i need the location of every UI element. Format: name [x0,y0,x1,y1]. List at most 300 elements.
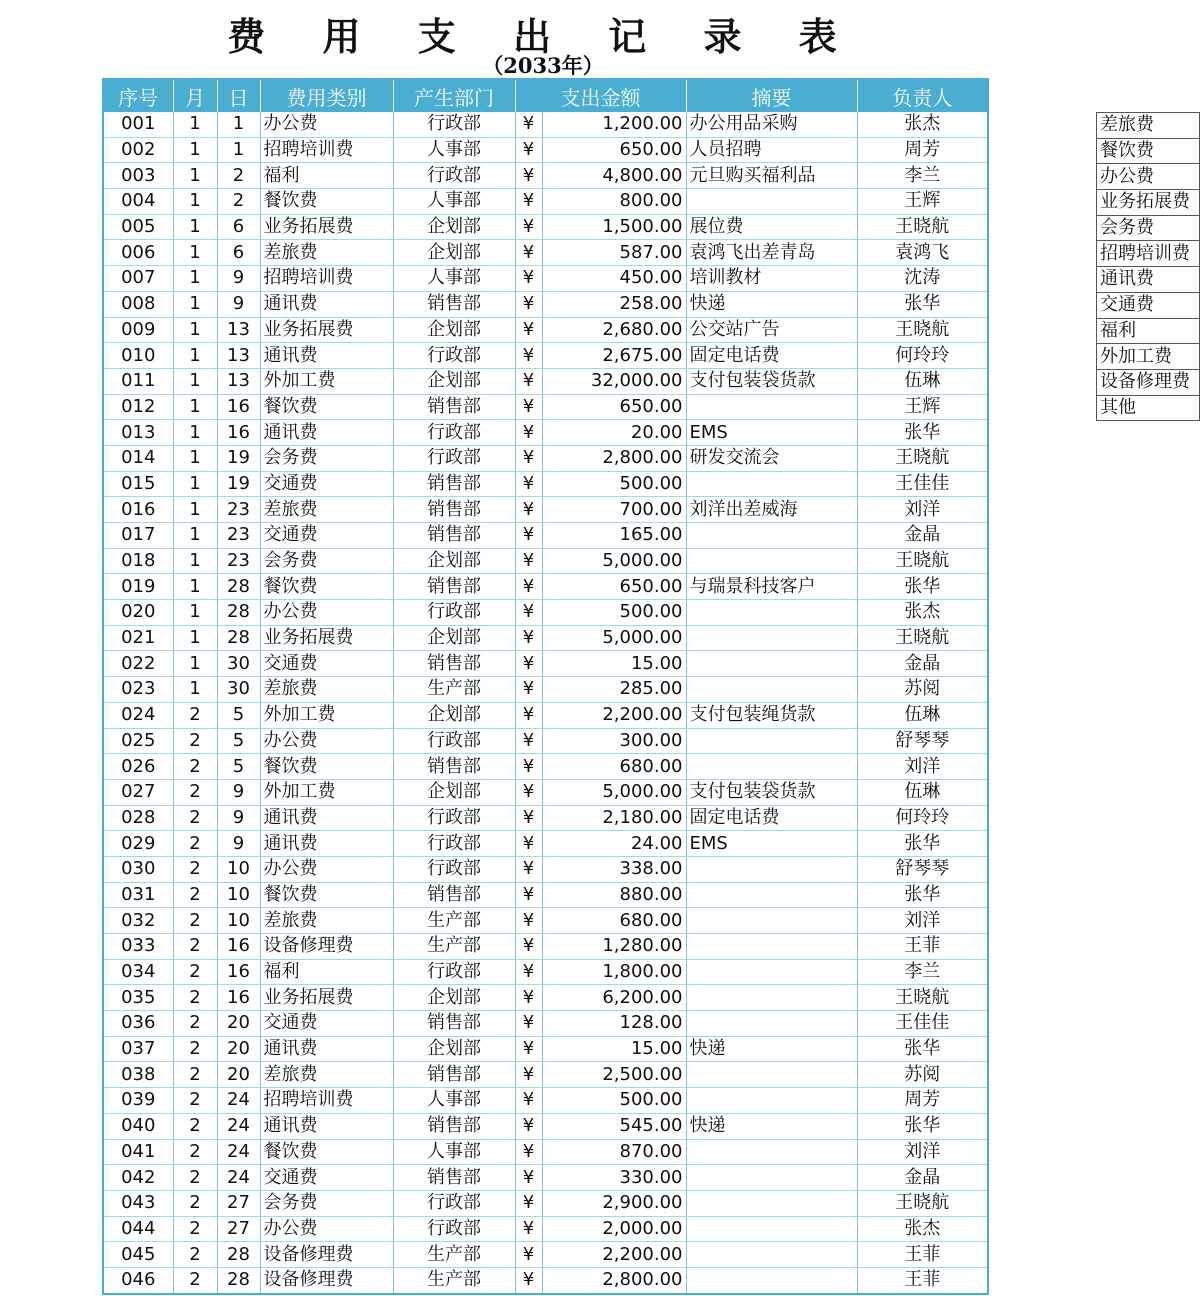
cell-category[interactable]: 交通费 [260,471,393,497]
cell-month[interactable]: 1 [173,523,217,549]
cell-summary[interactable] [686,394,857,420]
cell-amount[interactable]: 1,500.00 [542,214,686,240]
cell-summary[interactable]: EMS [686,831,857,857]
category-cell[interactable]: 招聘培训费 [1097,241,1200,267]
header-summary[interactable]: 摘要 [686,79,857,112]
cell-department[interactable]: 销售部 [393,497,515,523]
cell-currency[interactable]: ¥ [515,523,542,549]
cell-amount[interactable]: 128.00 [542,1011,686,1037]
cell-category[interactable]: 餐饮费 [260,882,393,908]
cell-day[interactable]: 24 [217,1139,260,1165]
cell-summary[interactable] [686,625,857,651]
cell-seq[interactable]: 019 [103,574,173,600]
cell-category[interactable]: 招聘培训费 [260,266,393,292]
cell-day[interactable]: 13 [217,317,260,343]
cell-month[interactable]: 1 [173,266,217,292]
cell-owner[interactable]: 王晓航 [857,1190,988,1216]
cell-amount[interactable]: 650.00 [542,394,686,420]
cell-category[interactable]: 会务费 [260,1190,393,1216]
cell-seq[interactable]: 036 [103,1011,173,1037]
cell-owner[interactable]: 王晓航 [857,445,988,471]
cell-day[interactable]: 9 [217,805,260,831]
cell-amount[interactable]: 285.00 [542,677,686,703]
cell-category[interactable]: 办公费 [260,1216,393,1242]
cell-day[interactable]: 16 [217,420,260,446]
cell-seq[interactable]: 024 [103,702,173,728]
cell-seq[interactable]: 022 [103,651,173,677]
cell-department[interactable]: 生产部 [393,677,515,703]
cell-department[interactable]: 销售部 [393,1011,515,1037]
cell-day[interactable]: 28 [217,600,260,626]
cell-month[interactable]: 2 [173,959,217,985]
cell-owner[interactable]: 伍琳 [857,779,988,805]
cell-seq[interactable]: 004 [103,189,173,215]
cell-currency[interactable]: ¥ [515,1113,542,1139]
cell-owner[interactable]: 王晓航 [857,548,988,574]
cell-summary[interactable] [686,1242,857,1268]
cell-day[interactable]: 28 [217,625,260,651]
cell-amount[interactable]: 450.00 [542,266,686,292]
cell-owner[interactable]: 张华 [857,1113,988,1139]
cell-summary[interactable] [686,677,857,703]
cell-owner[interactable]: 王晓航 [857,214,988,240]
cell-category[interactable]: 交通费 [260,1165,393,1191]
cell-department[interactable]: 生产部 [393,908,515,934]
cell-seq[interactable]: 031 [103,882,173,908]
cell-owner[interactable]: 刘洋 [857,908,988,934]
cell-seq[interactable]: 028 [103,805,173,831]
category-cell[interactable]: 办公费 [1097,164,1200,190]
cell-amount[interactable]: 15.00 [542,1036,686,1062]
cell-day[interactable]: 6 [217,240,260,266]
cell-owner[interactable]: 何玲玲 [857,805,988,831]
cell-department[interactable]: 销售部 [393,1113,515,1139]
cell-currency[interactable]: ¥ [515,1011,542,1037]
cell-summary[interactable]: 支付包装绳货款 [686,702,857,728]
cell-currency[interactable]: ¥ [515,1088,542,1114]
cell-department[interactable]: 企划部 [393,702,515,728]
cell-department[interactable]: 销售部 [393,1165,515,1191]
cell-department[interactable]: 企划部 [393,1036,515,1062]
cell-seq[interactable]: 040 [103,1113,173,1139]
cell-summary[interactable] [686,1165,857,1191]
cell-summary[interactable] [686,959,857,985]
cell-day[interactable]: 10 [217,908,260,934]
cell-amount[interactable]: 300.00 [542,728,686,754]
cell-amount[interactable]: 24.00 [542,831,686,857]
cell-seq[interactable]: 010 [103,343,173,369]
cell-summary[interactable] [686,754,857,780]
cell-summary[interactable] [686,1062,857,1088]
cell-month[interactable]: 2 [173,1088,217,1114]
cell-summary[interactable] [686,1216,857,1242]
cell-currency[interactable]: ¥ [515,856,542,882]
cell-amount[interactable]: 1,280.00 [542,934,686,960]
cell-owner[interactable]: 张华 [857,831,988,857]
cell-month[interactable]: 1 [173,368,217,394]
cell-amount[interactable]: 800.00 [542,189,686,215]
cell-day[interactable]: 9 [217,831,260,857]
cell-summary[interactable]: 培训教材 [686,266,857,292]
cell-month[interactable]: 2 [173,702,217,728]
cell-month[interactable]: 2 [173,728,217,754]
cell-seq[interactable]: 027 [103,779,173,805]
cell-amount[interactable]: 20.00 [542,420,686,446]
cell-amount[interactable]: 880.00 [542,882,686,908]
cell-day[interactable]: 16 [217,394,260,420]
header-owner[interactable]: 负责人 [857,79,988,112]
cell-month[interactable]: 2 [173,985,217,1011]
cell-amount[interactable]: 2,200.00 [542,1242,686,1268]
cell-seq[interactable]: 008 [103,291,173,317]
cell-day[interactable]: 10 [217,856,260,882]
cell-category[interactable]: 差旅费 [260,1062,393,1088]
cell-day[interactable]: 28 [217,1242,260,1268]
cell-owner[interactable]: 王晓航 [857,625,988,651]
cell-department[interactable]: 企划部 [393,985,515,1011]
cell-department[interactable]: 企划部 [393,779,515,805]
cell-currency[interactable]: ¥ [515,805,542,831]
cell-day[interactable]: 16 [217,934,260,960]
cell-category[interactable]: 设备修理费 [260,1267,393,1293]
cell-currency[interactable]: ¥ [515,497,542,523]
cell-summary[interactable] [686,1011,857,1037]
cell-owner[interactable]: 张杰 [857,1216,988,1242]
cell-day[interactable]: 23 [217,548,260,574]
cell-day[interactable]: 19 [217,445,260,471]
cell-owner[interactable]: 何玲玲 [857,343,988,369]
cell-department[interactable]: 生产部 [393,1267,515,1293]
cell-currency[interactable]: ¥ [515,1216,542,1242]
cell-department[interactable]: 生产部 [393,1242,515,1268]
cell-department[interactable]: 生产部 [393,934,515,960]
cell-month[interactable]: 2 [173,805,217,831]
cell-day[interactable]: 13 [217,368,260,394]
cell-month[interactable]: 1 [173,317,217,343]
cell-category[interactable]: 福利 [260,959,393,985]
cell-seq[interactable]: 017 [103,523,173,549]
cell-month[interactable]: 1 [173,137,217,163]
cell-seq[interactable]: 020 [103,600,173,626]
cell-department[interactable]: 人事部 [393,266,515,292]
cell-category[interactable]: 差旅费 [260,677,393,703]
cell-day[interactable]: 24 [217,1088,260,1114]
cell-month[interactable]: 2 [173,1165,217,1191]
cell-seq[interactable]: 037 [103,1036,173,1062]
cell-department[interactable]: 人事部 [393,1088,515,1114]
cell-category[interactable]: 办公费 [260,728,393,754]
cell-amount[interactable]: 1,800.00 [542,959,686,985]
cell-currency[interactable]: ¥ [515,1190,542,1216]
cell-currency[interactable]: ¥ [515,368,542,394]
cell-currency[interactable]: ¥ [515,651,542,677]
cell-seq[interactable]: 041 [103,1139,173,1165]
cell-day[interactable]: 19 [217,471,260,497]
category-cell[interactable]: 交通费 [1097,292,1200,318]
cell-seq[interactable]: 015 [103,471,173,497]
cell-amount[interactable]: 1,200.00 [542,112,686,137]
cell-owner[interactable]: 张华 [857,291,988,317]
cell-amount[interactable]: 650.00 [542,574,686,600]
cell-category[interactable]: 交通费 [260,1011,393,1037]
cell-seq[interactable]: 025 [103,728,173,754]
cell-department[interactable]: 企划部 [393,214,515,240]
cell-month[interactable]: 1 [173,189,217,215]
cell-department[interactable]: 行政部 [393,600,515,626]
cell-amount[interactable]: 5,000.00 [542,779,686,805]
cell-category[interactable]: 交通费 [260,651,393,677]
cell-summary[interactable] [686,1190,857,1216]
cell-category[interactable]: 业务拓展费 [260,317,393,343]
cell-department[interactable]: 行政部 [393,420,515,446]
cell-owner[interactable]: 王佳佳 [857,471,988,497]
cell-category[interactable]: 设备修理费 [260,934,393,960]
cell-day[interactable]: 5 [217,702,260,728]
cell-currency[interactable]: ¥ [515,548,542,574]
cell-owner[interactable]: 张华 [857,882,988,908]
cell-department[interactable]: 销售部 [393,291,515,317]
cell-department[interactable]: 人事部 [393,1139,515,1165]
header-seq[interactable]: 序号 [103,79,173,112]
cell-amount[interactable]: 258.00 [542,291,686,317]
cell-currency[interactable]: ¥ [515,240,542,266]
cell-amount[interactable]: 680.00 [542,908,686,934]
cell-category[interactable]: 外加工费 [260,368,393,394]
cell-owner[interactable]: 袁鸿飞 [857,240,988,266]
cell-amount[interactable]: 587.00 [542,240,686,266]
cell-category[interactable]: 设备修理费 [260,1242,393,1268]
cell-seq[interactable]: 029 [103,831,173,857]
cell-month[interactable]: 2 [173,908,217,934]
cell-day[interactable]: 30 [217,651,260,677]
cell-amount[interactable]: 2,180.00 [542,805,686,831]
cell-month[interactable]: 1 [173,471,217,497]
cell-department[interactable]: 企划部 [393,548,515,574]
cell-seq[interactable]: 023 [103,677,173,703]
cell-summary[interactable]: 研发交流会 [686,445,857,471]
cell-amount[interactable]: 5,000.00 [542,625,686,651]
cell-seq[interactable]: 011 [103,368,173,394]
cell-summary[interactable]: 办公用品采购 [686,112,857,137]
cell-month[interactable]: 1 [173,343,217,369]
cell-owner[interactable]: 王辉 [857,394,988,420]
header-department[interactable]: 产生部门 [393,79,515,112]
cell-currency[interactable]: ¥ [515,985,542,1011]
cell-currency[interactable]: ¥ [515,754,542,780]
cell-amount[interactable]: 32,000.00 [542,368,686,394]
category-cell[interactable]: 业务拓展费 [1097,190,1200,216]
cell-department[interactable]: 行政部 [393,831,515,857]
cell-summary[interactable] [686,523,857,549]
cell-month[interactable]: 2 [173,1242,217,1268]
cell-day[interactable]: 5 [217,754,260,780]
cell-category[interactable]: 餐饮费 [260,189,393,215]
cell-department[interactable]: 行政部 [393,445,515,471]
cell-seq[interactable]: 016 [103,497,173,523]
cell-owner[interactable]: 沈涛 [857,266,988,292]
cell-seq[interactable]: 046 [103,1267,173,1293]
category-cell[interactable]: 通讯费 [1097,267,1200,293]
cell-department[interactable]: 行政部 [393,343,515,369]
cell-owner[interactable]: 李兰 [857,163,988,189]
cell-month[interactable]: 1 [173,112,217,137]
cell-seq[interactable]: 044 [103,1216,173,1242]
cell-month[interactable]: 2 [173,1216,217,1242]
cell-currency[interactable]: ¥ [515,1036,542,1062]
cell-day[interactable]: 20 [217,1036,260,1062]
cell-summary[interactable]: 袁鸿飞出差青岛 [686,240,857,266]
cell-summary[interactable] [686,548,857,574]
category-cell[interactable]: 设备修理费 [1097,369,1200,395]
cell-owner[interactable]: 刘洋 [857,754,988,780]
cell-owner[interactable]: 王晓航 [857,317,988,343]
cell-amount[interactable]: 6,200.00 [542,985,686,1011]
cell-seq[interactable]: 013 [103,420,173,446]
cell-category[interactable]: 业务拓展费 [260,214,393,240]
cell-category[interactable]: 福利 [260,163,393,189]
cell-currency[interactable]: ¥ [515,112,542,137]
cell-day[interactable]: 10 [217,882,260,908]
cell-amount[interactable]: 15.00 [542,651,686,677]
cell-department[interactable]: 销售部 [393,523,515,549]
cell-summary[interactable] [686,1267,857,1293]
cell-currency[interactable]: ¥ [515,1267,542,1293]
cell-category[interactable]: 差旅费 [260,497,393,523]
cell-amount[interactable]: 165.00 [542,523,686,549]
cell-seq[interactable]: 035 [103,985,173,1011]
cell-day[interactable]: 1 [217,112,260,137]
cell-currency[interactable]: ¥ [515,600,542,626]
cell-department[interactable]: 企划部 [393,240,515,266]
cell-owner[interactable]: 李兰 [857,959,988,985]
header-amount[interactable]: 支出金额 [515,79,686,112]
cell-department[interactable]: 销售部 [393,754,515,780]
cell-currency[interactable]: ¥ [515,1242,542,1268]
cell-summary[interactable]: 刘洋出差威海 [686,497,857,523]
cell-month[interactable]: 1 [173,548,217,574]
cell-currency[interactable]: ¥ [515,702,542,728]
cell-currency[interactable]: ¥ [515,779,542,805]
cell-summary[interactable] [686,189,857,215]
cell-summary[interactable] [686,985,857,1011]
cell-department[interactable]: 行政部 [393,1190,515,1216]
cell-department[interactable]: 销售部 [393,574,515,600]
cell-summary[interactable]: 快递 [686,1113,857,1139]
cell-owner[interactable]: 舒琴琴 [857,728,988,754]
cell-summary[interactable]: 支付包装袋货款 [686,368,857,394]
cell-amount[interactable]: 4,800.00 [542,163,686,189]
cell-month[interactable]: 1 [173,574,217,600]
cell-month[interactable]: 1 [173,240,217,266]
cell-summary[interactable] [686,651,857,677]
cell-owner[interactable]: 王晓航 [857,985,988,1011]
cell-department[interactable]: 企划部 [393,625,515,651]
cell-month[interactable]: 1 [173,445,217,471]
cell-day[interactable]: 30 [217,677,260,703]
cell-currency[interactable]: ¥ [515,291,542,317]
cell-owner[interactable]: 苏阅 [857,677,988,703]
cell-day[interactable]: 24 [217,1113,260,1139]
cell-owner[interactable]: 苏阅 [857,1062,988,1088]
cell-seq[interactable]: 006 [103,240,173,266]
cell-department[interactable]: 行政部 [393,805,515,831]
cell-currency[interactable]: ¥ [515,574,542,600]
cell-owner[interactable]: 伍琳 [857,702,988,728]
cell-department[interactable]: 销售部 [393,1062,515,1088]
cell-currency[interactable]: ¥ [515,1062,542,1088]
cell-month[interactable]: 2 [173,1113,217,1139]
cell-month[interactable]: 1 [173,291,217,317]
cell-summary[interactable]: 与瑞景科技客户 [686,574,857,600]
cell-month[interactable]: 1 [173,651,217,677]
cell-category[interactable]: 通讯费 [260,1036,393,1062]
cell-summary[interactable]: 固定电话费 [686,343,857,369]
cell-seq[interactable]: 018 [103,548,173,574]
cell-category[interactable]: 通讯费 [260,291,393,317]
cell-month[interactable]: 2 [173,1267,217,1293]
cell-department[interactable]: 行政部 [393,959,515,985]
cell-seq[interactable]: 032 [103,908,173,934]
cell-amount[interactable]: 500.00 [542,471,686,497]
header-month[interactable]: 月 [173,79,217,112]
cell-category[interactable]: 业务拓展费 [260,985,393,1011]
cell-day[interactable]: 20 [217,1062,260,1088]
cell-currency[interactable]: ¥ [515,420,542,446]
cell-month[interactable]: 1 [173,497,217,523]
category-cell[interactable]: 餐饮费 [1097,138,1200,164]
cell-day[interactable]: 23 [217,523,260,549]
cell-category[interactable]: 通讯费 [260,805,393,831]
cell-summary[interactable]: 人员招聘 [686,137,857,163]
cell-seq[interactable]: 038 [103,1062,173,1088]
cell-department[interactable]: 销售部 [393,651,515,677]
cell-day[interactable]: 27 [217,1216,260,1242]
cell-day[interactable]: 24 [217,1165,260,1191]
cell-seq[interactable]: 007 [103,266,173,292]
cell-summary[interactable] [686,1139,857,1165]
cell-seq[interactable]: 021 [103,625,173,651]
cell-currency[interactable]: ¥ [515,163,542,189]
cell-month[interactable]: 1 [173,420,217,446]
cell-month[interactable]: 1 [173,214,217,240]
cell-currency[interactable]: ¥ [515,908,542,934]
cell-owner[interactable]: 张华 [857,574,988,600]
cell-currency[interactable]: ¥ [515,728,542,754]
cell-currency[interactable]: ¥ [515,394,542,420]
cell-currency[interactable]: ¥ [515,266,542,292]
cell-summary[interactable]: 支付包装袋货款 [686,779,857,805]
cell-day[interactable]: 2 [217,163,260,189]
cell-day[interactable]: 23 [217,497,260,523]
cell-summary[interactable]: 固定电话费 [686,805,857,831]
cell-amount[interactable]: 2,200.00 [542,702,686,728]
cell-department[interactable]: 企划部 [393,317,515,343]
header-day[interactable]: 日 [217,79,260,112]
cell-amount[interactable]: 2,800.00 [542,1267,686,1293]
cell-summary[interactable] [686,856,857,882]
cell-month[interactable]: 1 [173,394,217,420]
cell-department[interactable]: 行政部 [393,1216,515,1242]
cell-currency[interactable]: ¥ [515,1139,542,1165]
cell-category[interactable]: 通讯费 [260,831,393,857]
cell-day[interactable]: 13 [217,343,260,369]
cell-owner[interactable]: 张华 [857,420,988,446]
cell-day[interactable]: 20 [217,1011,260,1037]
cell-seq[interactable]: 033 [103,934,173,960]
cell-seq[interactable]: 014 [103,445,173,471]
cell-amount[interactable]: 700.00 [542,497,686,523]
cell-seq[interactable]: 042 [103,1165,173,1191]
